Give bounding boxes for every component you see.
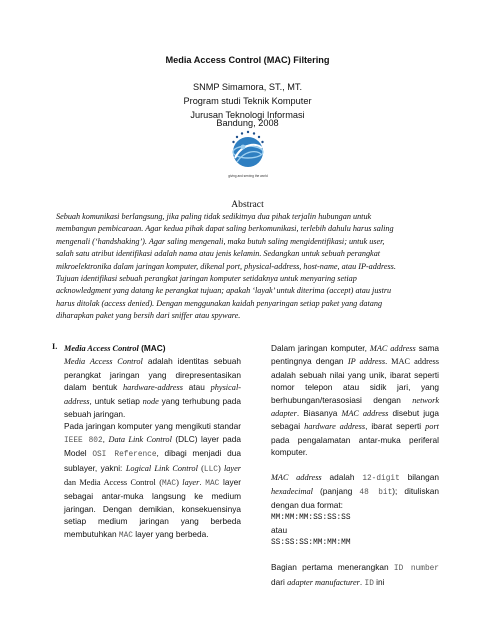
text: yang terhubung pada sebuah jaringan. [64, 395, 241, 420]
text: ) [176, 478, 183, 488]
text: layer sebagai antar-muka langsung ke medium jaringan. Dengan demikian, konsekuensinya setiap medium jaringan yang berbeda membutuhkan [64, 477, 241, 539]
term: IP address [347, 357, 386, 367]
term: Data Link Control [108, 434, 172, 444]
text: adalah sebuah nilai yang unik, ibarat seperti nomor telepon atau sidik jari, yang berhubungan/terasosiasi dengan [271, 369, 439, 405]
abstract-line: diharapkan paket yang bersih dari sniffer atau spyware. [56, 311, 241, 321]
section-heading-abbrev: (MAC) [138, 343, 166, 353]
code: MAC [162, 480, 177, 489]
text: , dibagi menjadi dua sublayer, yakni: [64, 448, 242, 473]
code: 12-digit [362, 474, 400, 483]
term: Logical Link Control [125, 463, 198, 473]
term: port [425, 422, 439, 432]
abstract-line: acknowledgment yang datang ke perangkat tujuan; apakah ‘layak’ untuk diterima (accept) atau justru [56, 286, 392, 296]
section1-paragraph-2 [64, 420, 241, 542]
text: Bagian pertama menerangkan [271, 562, 394, 573]
text: adalah identitas sebuah perangkat jaringan yang direpresentasikan dalam bentuk [64, 356, 241, 393]
text: Dalam jaringan komputer, [271, 343, 370, 353]
text: dari [271, 576, 288, 587]
place-and-year: Bandung, 2008 [216, 118, 279, 128]
right-paragraph-1 [271, 342, 439, 459]
abstract-line: mengenali (‘handshaking’). Agar saling mengenali, maka butuh saling mengidentifikasi; untuk user, [56, 236, 385, 246]
abstract-body [56, 211, 439, 323]
text: . [199, 477, 206, 488]
term: layer [182, 478, 200, 488]
text: adalah [321, 471, 363, 482]
right-column [271, 342, 439, 590]
term: hexadecimal [271, 487, 313, 497]
logo-tagline: giving and serving the world [228, 174, 268, 178]
mac-format-1: MM:MM:MM:SS:SS:SS [271, 513, 351, 522]
text: dan [64, 478, 80, 488]
term: Media Access Control [79, 478, 156, 488]
study-program: Program studi Teknik Komputer [183, 96, 312, 106]
abstract-line: harus ditolak (access denied). Dengan menggunakan kaidah penyaringan setiap paket yang datang [56, 298, 383, 308]
text: , ibarat seperti [365, 421, 426, 432]
abstract-line: Tujuan identifikasi sebuah perangkat jaringan komputer setidaknya untuk menyaring setiap [56, 274, 357, 284]
text: layer yang berbeda. [132, 528, 209, 539]
text: ( [155, 478, 163, 488]
paper-title: Media Access Control (MAC) Filtering [165, 55, 330, 65]
section1-paragraph-1 [64, 355, 241, 420]
term: adapter manufacturer [287, 577, 360, 587]
text: bilangan [399, 471, 439, 482]
text: Pada jaringan komputer yang mengikuti standar [64, 421, 241, 432]
text: ); dituliskan dengan dua format: [271, 486, 440, 511]
text: ( [197, 463, 204, 473]
section-heading [64, 342, 241, 355]
code: 48 bit [359, 489, 393, 498]
term: physical-address [64, 383, 242, 406]
section-heading-italic: Media Access Control [64, 344, 139, 353]
text: pada pengalamatan antar-muka periferal komputer. [271, 434, 439, 458]
term: network adapter [271, 395, 439, 419]
term: Media Access Control [64, 357, 143, 367]
term: hardware-address [123, 383, 183, 393]
term: MAC address [341, 409, 389, 419]
term: node [142, 396, 159, 406]
text: . [359, 576, 365, 587]
text: , untuk setiap [89, 395, 143, 406]
abstract-line: Sebuah komunikasi berlangsung, jika paling tidak sedikitnya dua pihak terjalin hubungan untuk [56, 212, 372, 221]
term: MAC address [369, 344, 416, 353]
author-name: SNMP Simamora, ST., MT. [192, 82, 303, 92]
mac-format-2: SS:SS:SS:MM:MM:MM [271, 538, 351, 547]
text: disebut juga sebagai [271, 408, 439, 432]
abstract-line: membangun pembicaraan. Agar kedua pihak dapat saling berkomunikasi, terlebih dahulu harus saling [56, 224, 394, 234]
right-paragraph-2 [271, 471, 439, 512]
right-paragraph-3 [271, 561, 439, 590]
institution-logo [228, 128, 268, 182]
term: layer [223, 463, 241, 473]
code: ID [364, 579, 374, 588]
section-number: I. [52, 342, 58, 351]
abstract-line: mikroelektronika dalam jaringan komputer, dikenal port, physical-address, host-name, atau IP-address. [56, 261, 396, 271]
text: ini [373, 576, 385, 587]
code: IEEE 802 [64, 436, 103, 445]
abstract-line: salah satu atribut identifikasi adalah nama atau jenis kelamin. Sedangkan untuk sebuah perangkat [56, 249, 381, 259]
left-column [64, 342, 241, 542]
text: (panjang [312, 486, 360, 497]
text: , [102, 433, 109, 444]
code: MAC [118, 531, 133, 540]
code: ID number [393, 565, 439, 574]
department: Jurusan Teknologi Informasi [190, 110, 305, 120]
code: MAC [205, 480, 220, 489]
code: OSI Reference [92, 451, 157, 460]
text: (DLC) layer pada Model [64, 433, 241, 459]
term: MAC address [271, 472, 322, 482]
format-or: atau [271, 525, 288, 536]
text: ) [217, 463, 224, 473]
text: . Biasanya [296, 408, 342, 419]
term: . MAC address [385, 357, 439, 367]
term: hardware address [304, 422, 366, 432]
text: atau [182, 382, 211, 393]
code: LLC [203, 465, 218, 474]
abstract-heading: Abstract [231, 199, 264, 210]
text: sama pentingnya dengan [271, 343, 439, 367]
